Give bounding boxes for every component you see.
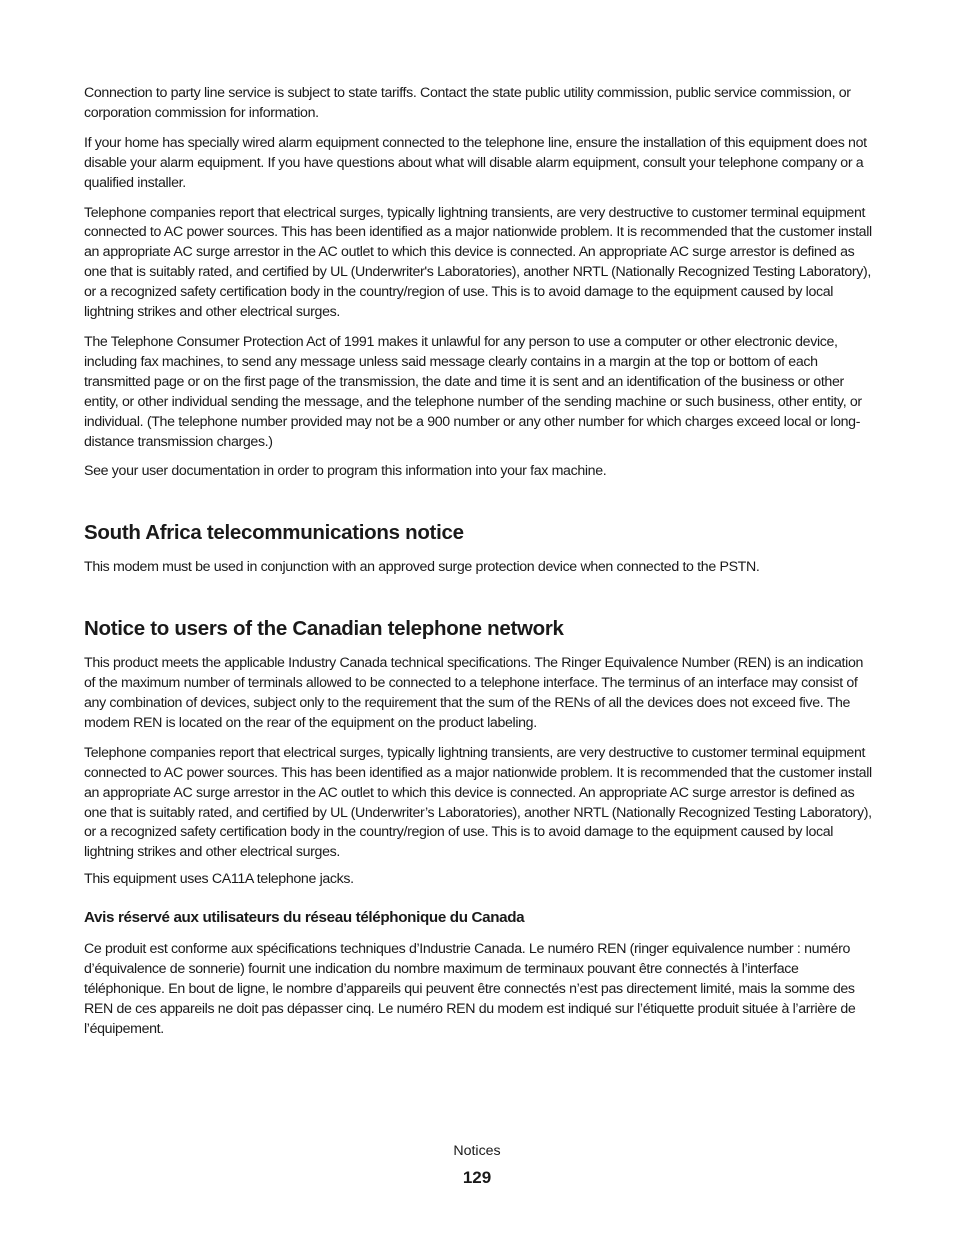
canada-surge-paragraph: Telephone companies report that electrical surges, typically lightning transients, are very destructive to customer terminal equipment connected to AC power sources. This has been identified as a major nationwide problem. It is recommended that the customer install an appropriate AC surge arrestor in the AC outlet to which this device is connected. An appropriate AC surge arrestor is defined as one that is suitably rated, and certified by UL (Underwriter’s Laboratories), another NRTL (Nationally Recognized Testing Laboratory), or a recognized safety certification body in the country/region of use. This is to avoid damage to the equipment caused by local lightning strikes and other electrical surges. [84, 744, 872, 861]
surge-paragraph: Telephone companies report that electrical surges, typically lightning transients, are very destructive to customer terminal equipment connected to AC power sources. This has been identified as a major nationwide problem. It is recommended that the customer install an appropriate AC surge arrestor in the AC outlet to which this device is connected. An appropriate AC surge arrestor is defined as one that is suitably rated, and certified by UL (Underwriter's Laboratories), another NRTL (Nationally Recognized Testing Laboratory), or a recognized safety certification body in the country/region of use. This is to avoid damage to the equipment caused by local lightning strikes and other electrical surges. [84, 204, 872, 321]
page-number: 129 [462, 1168, 492, 1187]
south-africa-paragraph: This modem must be used in conjunction with an approved surge protection device when connected to the PSTN. [84, 559, 760, 576]
canada-heading: Notice to users of the Canadian telephone network [84, 617, 564, 641]
canada-jacks-paragraph: This equipment uses CA11A telephone jacks. [84, 871, 354, 888]
canada-french-heading: Avis réservé aux utilisateurs du réseau téléphonique du Canada [84, 909, 525, 927]
south-africa-heading: South Africa telecommunications notice [84, 521, 464, 545]
canada-ren-paragraph: This product meets the applicable Industry Canada technical specifications. The Ringer Equivalence Number (REN) is an indication of the maximum number of terminals allowed to be connected to a telephone interface. The terminus of an interface may consist of any combination of devices, subject only to the requirement that the sum of the RENs of all the devices does not exceed five. The modem REN is located on the rear of the equipment on the product labeling. [84, 655, 864, 731]
party-line-paragraph: Connection to party line service is subject to state tariffs. Contact the state public utility commission, public service commission, or corporation commission for information. [84, 85, 851, 121]
fax-program-paragraph: See your user documentation in order to program this information into your fax machine. [84, 463, 607, 480]
document-body [84, 84, 874, 1050]
tcpa-paragraph: The Telephone Consumer Protection Act of 1991 makes it unlawful for any person to use a computer or other electronic device, including fax machines, to send any message unless said message clearly contains in a margin at the top or bottom of each transmitted page or on the first page of the transmission, the date and time it is sent and an identification of the business or other entity, or other individual sending the message, and the telephone number of the sending machine or such business, other entity, or individual. (The telephone number provided may not be a 900 number or any other number for which charges exceed local or long-distance transmission charges.) [84, 333, 862, 450]
alarm-equipment-paragraph: If your home has specially wired alarm equipment connected to the telephone line, ensure the installation of this equipment does not disable your alarm equipment. If you have questions about what will disable alarm equipment, consult your telephone company or a qualified installer. [84, 134, 867, 191]
canada-french-paragraph: Ce produit est conforme aux spécifications techniques d’Industrie Canada. Le numéro REN (ringer equivalence number : numéro d’équivalence de sonnerie) fournit une indication du nombre maximum de terminaux pouvant être connectés à l’interface téléphonique. En bout de ligne, le nombre d’appareils qui peuvent être connectés n’est pas directement limité, mais la somme des REN de ces appareils ne doit pas dépasser cinq. Le numéro REN du modem est indiqué sur l’étiquette produit située à l’arrière de l’équipement. [84, 941, 856, 1037]
footer-section-label: Notices [453, 1143, 501, 1159]
